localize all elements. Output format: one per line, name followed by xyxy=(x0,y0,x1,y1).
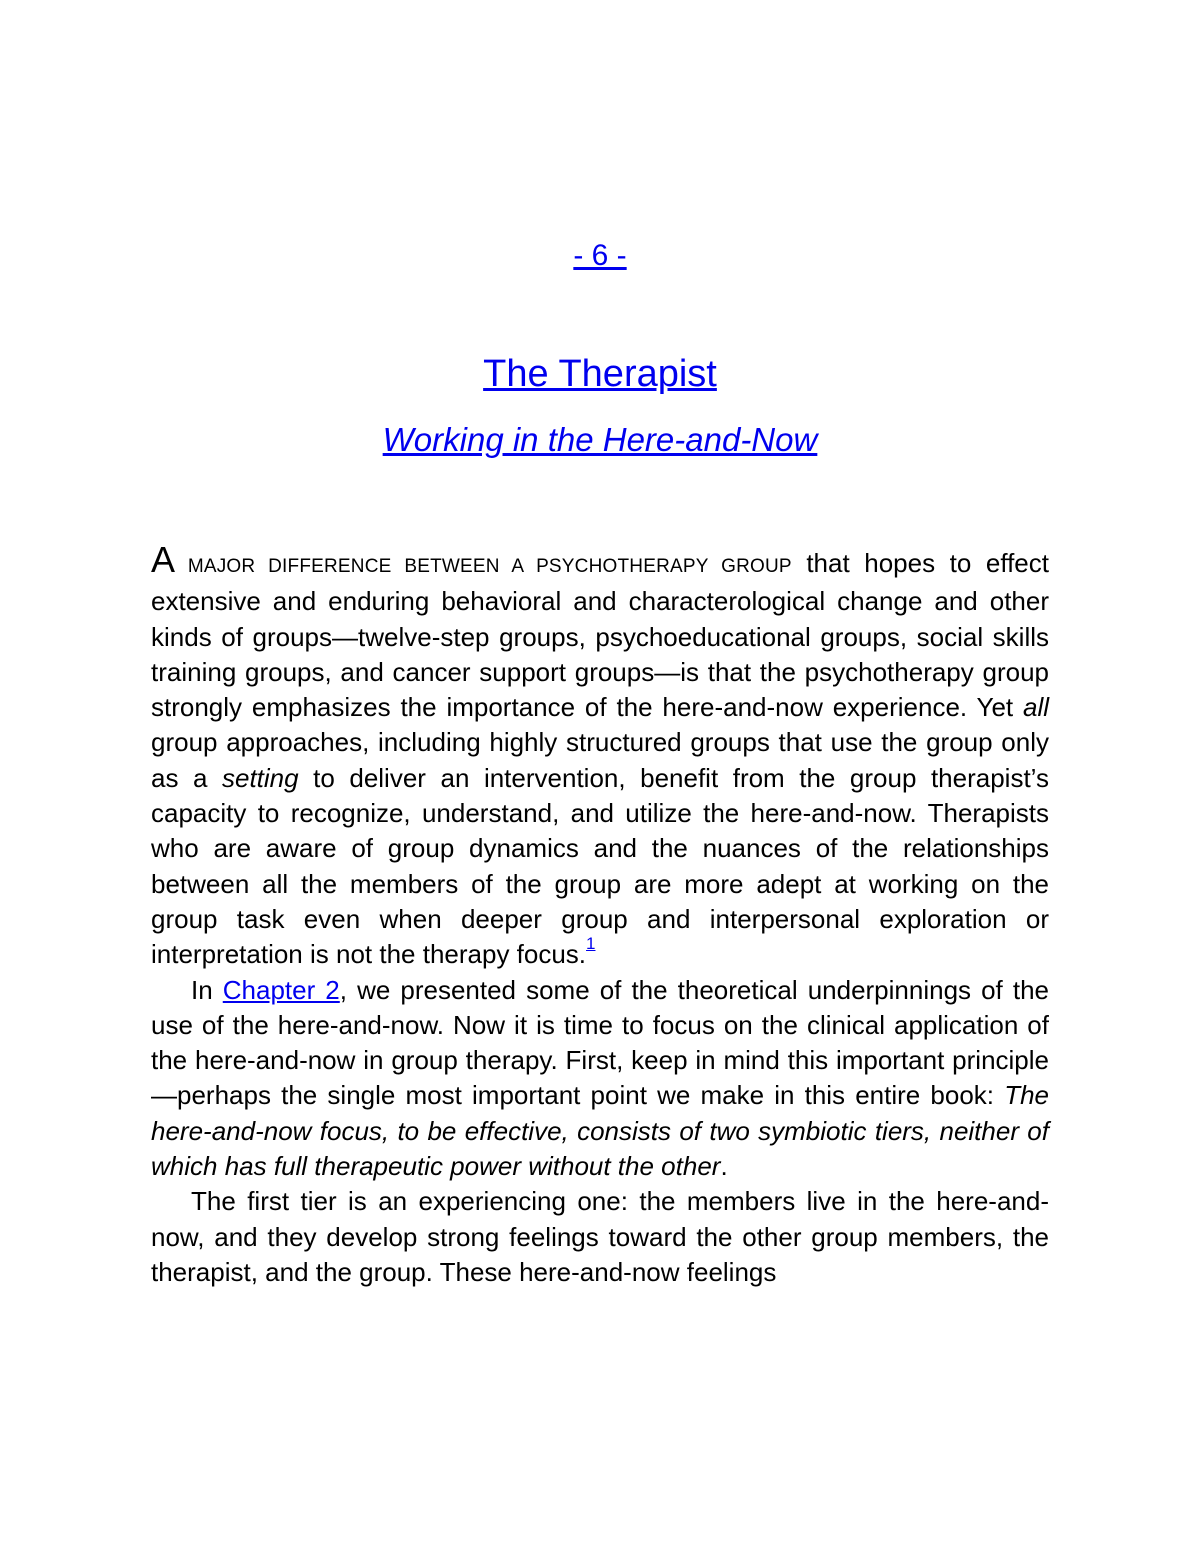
paragraph-text: to deliver an intervention, benefit from the group therapist’s capacity to recognize, understand, and utilize the here-and-now. Therapists who are aware of group dynamics and the nuances of the relationships between all the members of the group are more adept at working on the group task even when deeper group and interpersonal exploration or interpretation is not the therapy focus. xyxy=(151,762,1049,970)
footnote-link[interactable]: 1 xyxy=(586,934,596,954)
paragraph-first-tier xyxy=(151,1184,1049,1290)
paragraph-text: In xyxy=(191,974,223,1005)
chapter-subtitle xyxy=(0,418,1200,462)
chapter-number-link[interactable]: - 6 - xyxy=(573,239,627,272)
emphasis-text: all xyxy=(1022,692,1049,723)
chapter-title xyxy=(0,350,1200,398)
paragraph-text: , we presented some of the theoretical underpinnings of the use of the here-and-now. Now it is time to focus on the clinical application of the here-and-now in group therapy. First, keep in mind this important principle—perhaps the single most important point we make in this entire book: xyxy=(151,974,1049,1111)
paragraph-text: The first tier is an experiencing one: the members live in the here-and-now, and they develop strong feelings toward the other group members, the therapist, and the group. These here-and-now feelings xyxy=(151,1186,1049,1287)
paragraph-text: that hopes to effect extensive and enduring behavioral and characterological change and other kinds of groups—twelve-step groups, psychoeducational groups, social skills training groups, and cancer support groups—is that the psychotherapy group strongly emphasizes the importance of the here-and-now experience. Yet xyxy=(151,548,1049,723)
small-caps-lead: MAJOR DIFFERENCE BETWEEN A PSYCHOTHERAPY GROUP xyxy=(175,556,792,577)
chapter-title-link[interactable]: The Therapist xyxy=(483,353,717,395)
paragraph-chapter-2 xyxy=(151,973,1049,1185)
chapter-body xyxy=(151,539,1049,1290)
paragraph-text: . xyxy=(720,1151,728,1182)
paragraph-opening xyxy=(151,539,1049,973)
emphasis-text: The here-and-now focus, to be effective, consists of two symbiotic tiers, neither of which has full therapeutic power without the other xyxy=(151,1080,1049,1182)
paragraph-text: group approaches, including highly structured groups that use the group only as a xyxy=(151,727,1049,793)
chapter-2-link[interactable]: Chapter 2 xyxy=(222,974,340,1005)
chapter-subtitle-link[interactable]: Working in the Here-and-Now xyxy=(382,421,818,458)
chapter-number xyxy=(0,236,1200,276)
emphasis-text: setting xyxy=(222,762,299,793)
drop-cap: A xyxy=(151,539,176,580)
